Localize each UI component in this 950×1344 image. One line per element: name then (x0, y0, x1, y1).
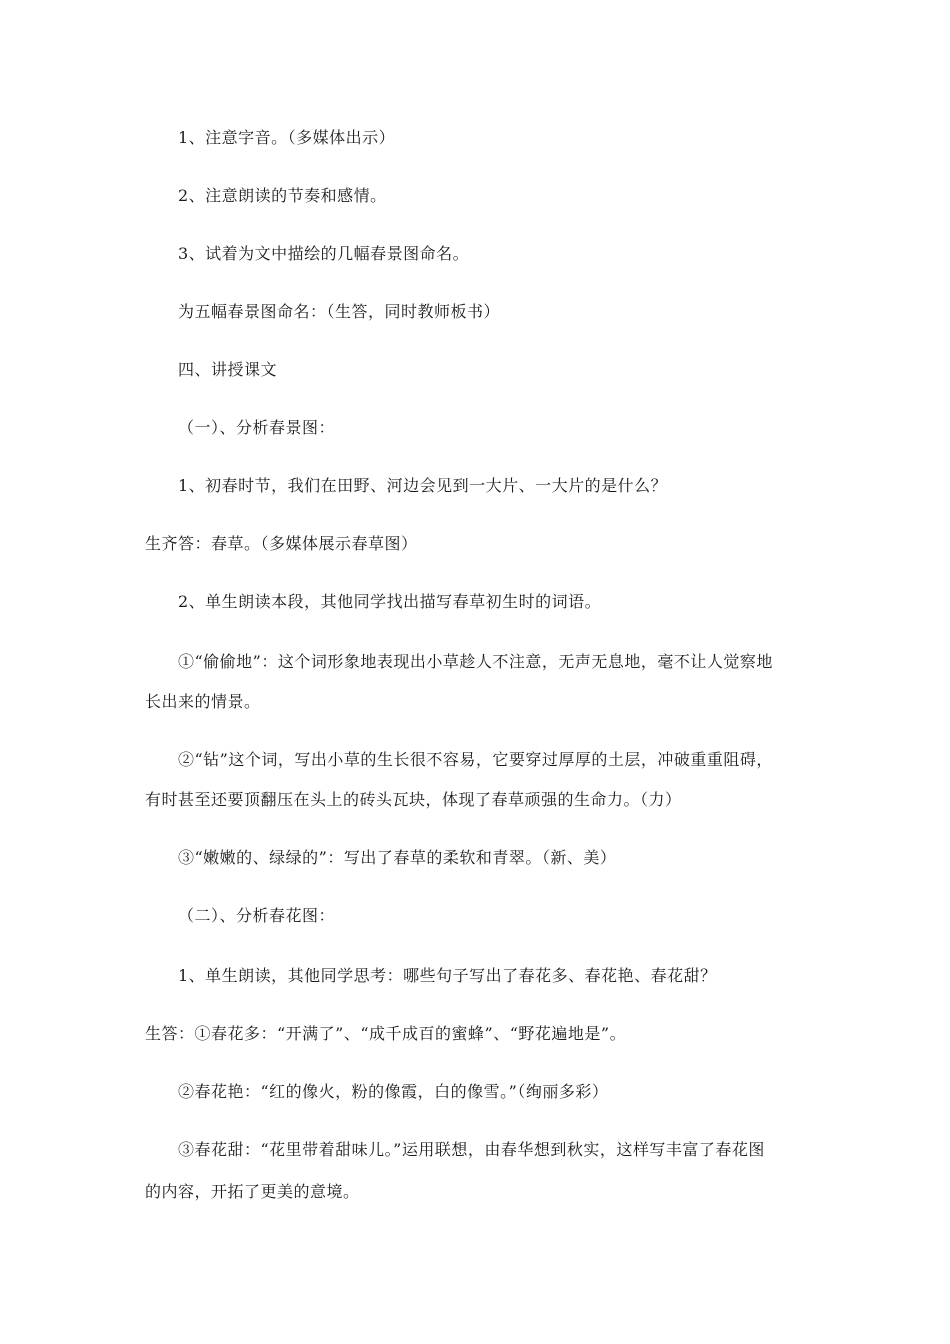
item-2-reading-rhythm: 2、注意朗读的节奏和感情。 (178, 186, 387, 205)
naming-instruction: 为五幅春景图命名：（生答，同时教师板书） (178, 302, 501, 321)
answer-flowers-bright: ②春花艳：“红的像火，粉的像霞，白的像雪。”（绚丽多彩） (178, 1082, 609, 1101)
answer-spring-grass: 生齐答：春草。（多媒体展示春草图） (145, 534, 418, 553)
point-1-line-1: ①“偷偷地”：这个词形象地表现出小草趁人不注意，无声无息地，毫不让人觉察地 (178, 652, 773, 671)
question-1-flowers: 1、单生朗读，其他同学思考：哪些句子写出了春花多、春花艳、春花甜？ (178, 966, 717, 985)
item-3-naming-scenes: 3、试着为文中描绘的几幅春景图命名。 (178, 244, 470, 263)
point-3-tender-green: ③“嫩嫩的、绿绿的”：写出了春草的柔软和青翠。（新、美） (178, 848, 617, 867)
answer-flowers-sweet-line-1: ③春花甜：“花里带着甜味儿。”运用联想，由春华想到秋实，这样写丰富了春花图 (178, 1140, 765, 1159)
subsection-heading-spring-flowers: （二）、分析春花图： (178, 906, 336, 925)
answer-flowers-many: 生答：①春花多：“开满了”、“成千成百的蜜蜂”、“野花遍地是”。 (145, 1024, 627, 1043)
question-1-early-spring: 1、初春时节，我们在田野、河边会见到一大片、一大片的是什么？ (178, 476, 668, 495)
question-2-grass-words: 2、单生朗读本段，其他同学找出描写春草初生时的词语。 (178, 592, 602, 611)
subsection-heading-spring-grass: （一）、分析春景图： (178, 418, 336, 437)
answer-flowers-sweet-line-2: 的内容，开拓了更美的意境。 (145, 1182, 360, 1201)
section-heading-four: 四、讲授课文 (178, 360, 278, 379)
point-2-line-2: 有时甚至还要顶翻压在头上的砖头瓦块，体现了春草顽强的生命力。（力） (145, 790, 682, 809)
point-1-line-2: 长出来的情景。 (145, 692, 261, 711)
point-2-line-1: ②“钻”这个词，写出小草的生长很不容易，它要穿过厚厚的土层，冲破重重阻碍， (178, 750, 773, 769)
item-1-pronunciation: 1、注意字音。（多媒体出示） (178, 128, 396, 147)
